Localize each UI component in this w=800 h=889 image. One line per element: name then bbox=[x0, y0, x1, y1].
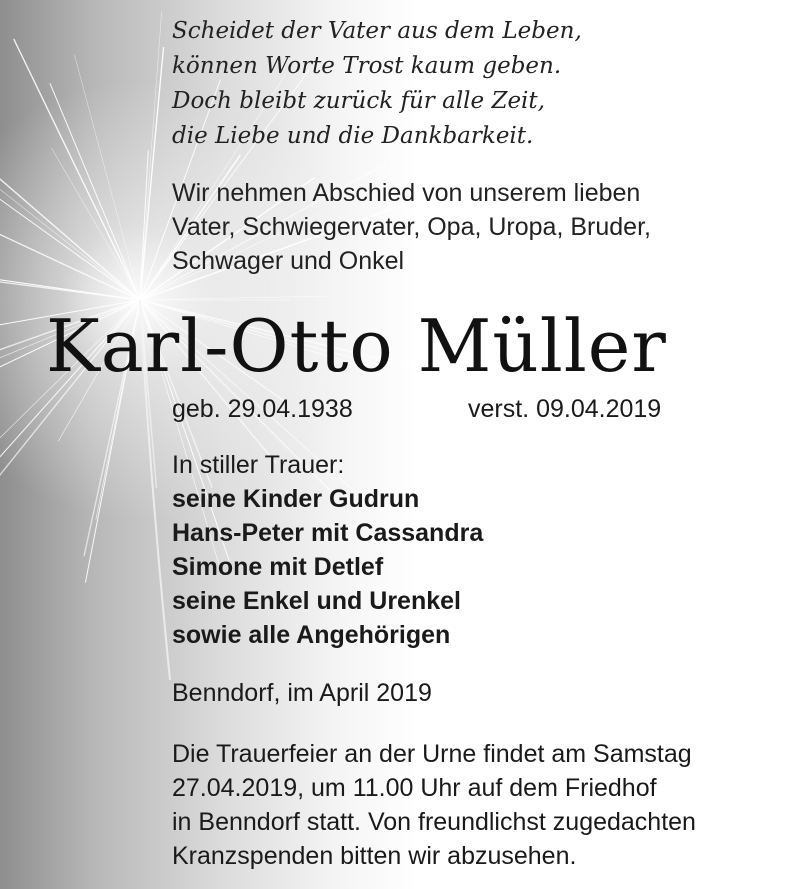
mourners-list bbox=[172, 448, 483, 652]
funeral-line: in Benndorf statt. Von freundlichst zugedachten bbox=[172, 808, 696, 836]
place-and-date: Benndorf, im April 2019 bbox=[172, 679, 432, 707]
birth-date: geb. 29.04.1938 bbox=[172, 395, 353, 423]
funeral-line: 27.04.2019, um 11.00 Uhr auf dem Friedhof bbox=[172, 774, 657, 802]
intro-line: Wir nehmen Abschied von unserem lieben bbox=[172, 179, 641, 207]
funeral-line: Kranzspenden bitten wir abzusehen. bbox=[172, 842, 577, 870]
funeral-details bbox=[172, 737, 696, 873]
life-dates bbox=[172, 392, 732, 426]
mourners-lead: In stiller Trauer: bbox=[172, 451, 345, 479]
mourner-entry: seine Enkel und Urenkel bbox=[172, 587, 461, 615]
poem-line: die Liebe und die Dankbarkeit. bbox=[172, 123, 534, 149]
intro-line: Vater, Schwiegervater, Opa, Uropa, Bruder, bbox=[172, 213, 651, 241]
funeral-line: Die Trauerfeier an der Urne findet am Samstag bbox=[172, 740, 692, 768]
farewell-intro bbox=[172, 176, 651, 278]
intro-line: Schwager und Onkel bbox=[172, 247, 405, 275]
poem-line: Doch bleibt zurück für alle Zeit, bbox=[172, 88, 545, 114]
death-date: verst. 09.04.2019 bbox=[468, 395, 662, 423]
poem-line: können Worte Trost kaum geben. bbox=[172, 53, 562, 79]
mourner-entry: seine Kinder Gudrun bbox=[172, 485, 420, 513]
mourner-entry: Simone mit Detlef bbox=[172, 553, 384, 581]
mourner-entry: sowie alle Angehörigen bbox=[172, 621, 451, 649]
poem-line: Scheidet der Vater aus dem Leben, bbox=[172, 18, 582, 44]
mourner-entry: Hans-Peter mit Cassandra bbox=[172, 519, 484, 547]
memorial-poem bbox=[172, 14, 582, 154]
deceased-name: Karl-Otto Müller bbox=[46, 304, 667, 388]
